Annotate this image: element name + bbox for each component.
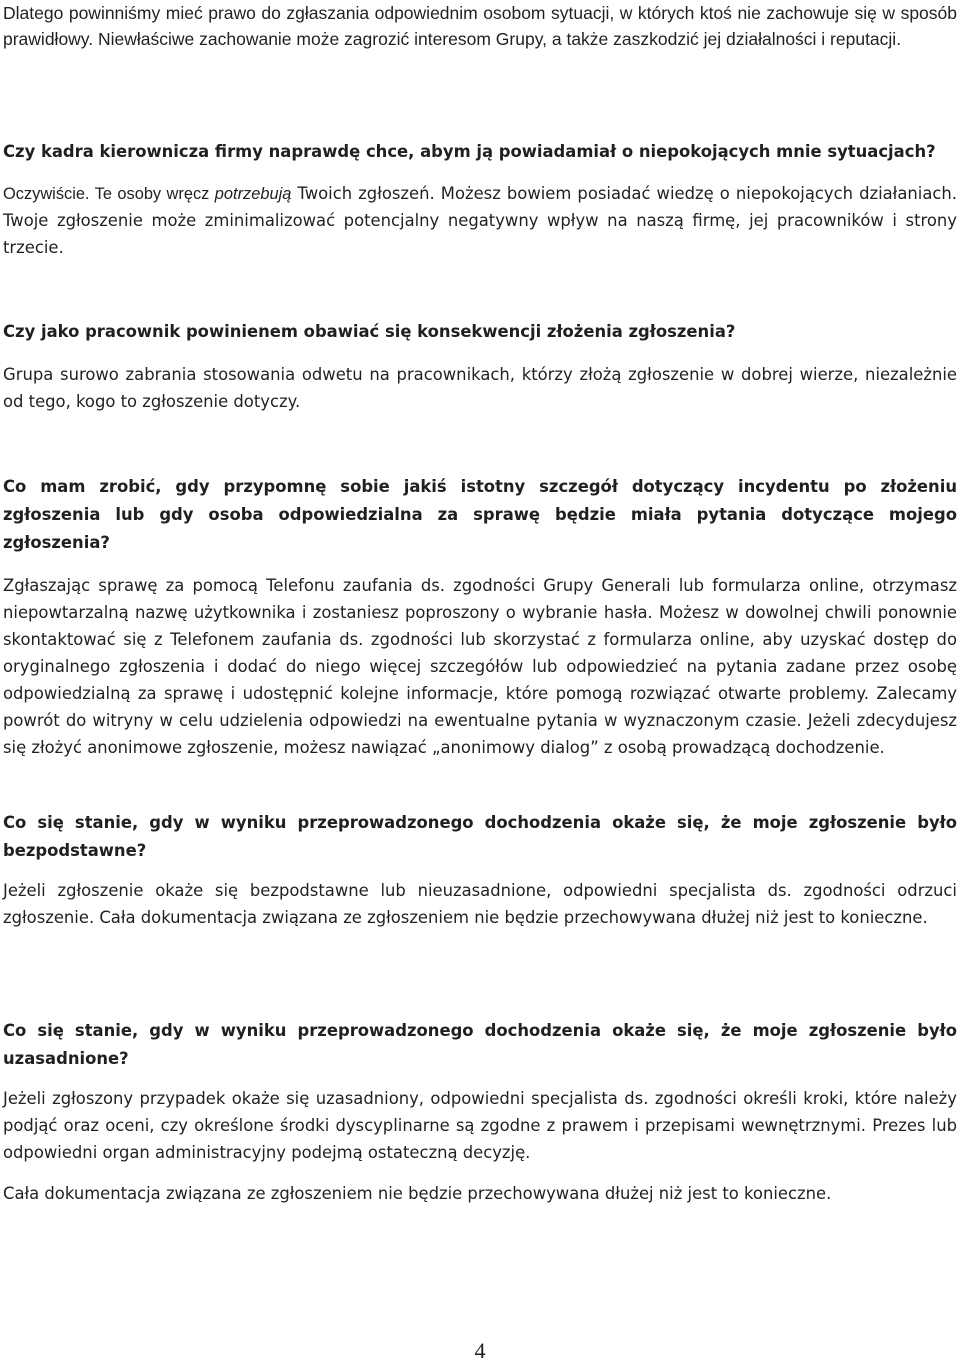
faq-item-founded: [3, 1017, 957, 1207]
faq-item-retaliation: [3, 318, 957, 415]
faq-question: Czy kadra kierownicza firmy naprawdę chce, abym ją powiadamiał o niepokojących mnie sytuacjach?: [3, 142, 936, 161]
faq-answer: Zgłaszając sprawę za pomocą Telefonu zaufania ds. zgodności Grupy Generali lub formularza online, otrzymasz niepowtarzalną nazwę użytkownika i zostaniesz poproszony o wybranie hasła. Możesz w dowolnej chwili ponownie skontaktować się z Telefonem zaufania ds. zgodności lub skorzystać z formularza online, aby uzyskać dostęp do oryginalnego zgłoszenia i dodać do niego więcej szczegółów lub odpowiedzieć na pytania zadane przez osobę odpowiedzialną za sprawę i udostępnić kolejne informacje, które pomogą rozwiązać otwarte problemy. Zalecamy powrót do witryny w celu udzielenia odpowiedzi na ewentualne pytania w wyznaczonym czasie. Jeżeli zdecydujesz się złożyć anonimowe zgłoszenie, możesz nawiązać „anonimowy dialog” z osobą prowadzącą dochodzenie.: [3, 576, 957, 757]
faq-answer: Grupa surowo zabrania stosowania odwetu na pracownikach, którzy złożą zgłoszenie w dobrej wierze, niezależnie od tego, kogo to zgłoszenie dotyczy.: [3, 365, 957, 411]
intro-section: [3, 0, 957, 52]
faq-answer: Jeżeli zgłoszony przypadek okaże się uzasadniony, odpowiedni specjalista ds. zgodności określi kroki, które należy podjąć oraz oceni, czy określone środki dyscyplinarne są zgodne z prawem i przepisami wewnętrznymi. Prezes lub odpowiedni organ administracyjny podejmą ostateczną decyzję.: [3, 1089, 957, 1162]
faq-answer: Jeżeli zgłoszenie okaże się bezpodstawne lub nieuzasadnione, odpowiedni specjalista ds. zgodności odrzuci zgłoszenie. Cała dokumentacja związana ze zgłoszeniem nie będzie przechowywana dłużej niż jest to konieczne.: [3, 881, 957, 927]
answer-lead-text: Oczywiście. Te osoby wręcz: [3, 185, 215, 203]
faq-item-unfounded: [3, 809, 957, 931]
faq-answer-note: Cała dokumentacja związana ze zgłoszeniem nie będzie przechowywana dłużej niż jest to konieczne.: [3, 1184, 832, 1203]
answer-emphasis: potrzebują: [214, 185, 292, 203]
faq-question: Co się stanie, gdy w wyniku przeprowadzonego dochodzenia okaże się, że moje zgłoszenie było uzasadnione?: [3, 1021, 957, 1068]
faq-question: Co się stanie, gdy w wyniku przeprowadzonego dochodzenia okaże się, że moje zgłoszenie było bezpodstawne?: [3, 813, 957, 860]
faq-item-additional-details: [3, 473, 957, 761]
intro-paragraph: Dlatego powinniśmy mieć prawo do zgłaszania odpowiednim osobom sytuacji, w których ktoś nie zachowuje się w sposób prawidłowy. Niewłaściwe zachowanie może zagrozić interesom Grupy, a także zaszkodzić jej działalności i reputacji.: [3, 3, 957, 49]
page-number: 4: [474, 1338, 486, 1363]
faq-item-management: [3, 138, 957, 261]
faq-answer: [3, 180, 957, 261]
faq-question: Co mam zrobić, gdy przypomnę sobie jakiś istotny szczegół dotyczący incydentu po złożeniu zgłoszenia lub gdy osoba odpowiedzialna za sprawę będzie miała pytania dotyczące mojego zgłoszenia?: [3, 477, 957, 552]
answer-rest-text: Twoich zgłoszeń. Możesz bowiem posiadać wiedzę o niepokojących działaniach. Twoje zgłoszenie może zminimalizować potencjalny negatywny wpływ na naszą firmę, jej pracowników i strony trzecie.: [3, 184, 957, 257]
faq-question: Czy jako pracownik powinienem obawiać się konsekwencji złożenia zgłoszenia?: [3, 322, 736, 341]
